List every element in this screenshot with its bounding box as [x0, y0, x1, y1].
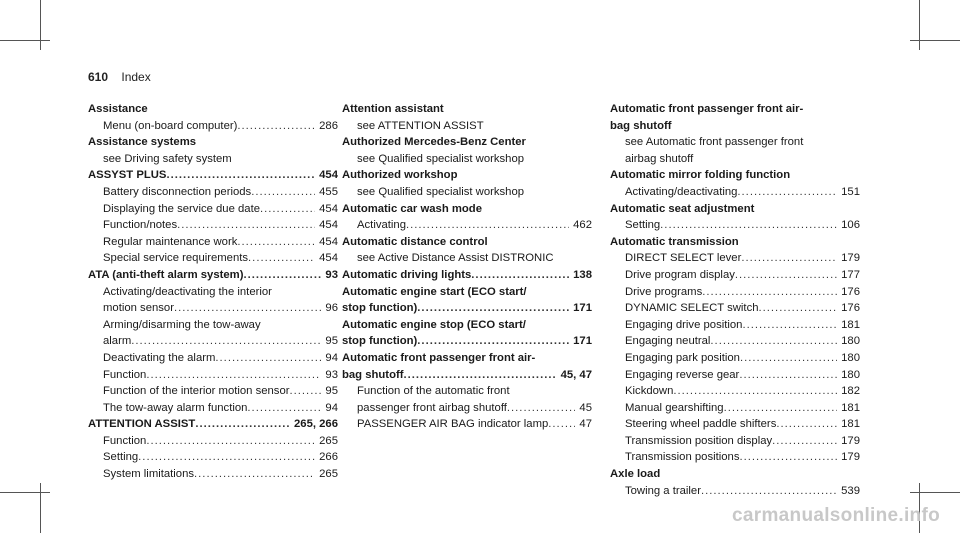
- index-entry-line: [88, 167, 338, 184]
- entry-text: Engaging park position: [625, 351, 740, 364]
- page-reference[interactable]: 265: [319, 434, 338, 447]
- index-subentry: [610, 433, 860, 450]
- page-reference[interactable]: 179: [841, 252, 860, 265]
- index-entry-line: [625, 416, 860, 433]
- entry-text: Function: [103, 368, 147, 381]
- entry-text: Authorized Mercedes-Benz Center: [342, 136, 526, 149]
- index-entry-line: [103, 201, 338, 218]
- index-heading: [88, 416, 338, 433]
- entry-text: Menu (on-board computer): [103, 119, 238, 132]
- dot-leader: [772, 433, 837, 450]
- index-entry-line: [357, 416, 592, 433]
- entry-text: Drive program display: [625, 268, 735, 281]
- index-subentry: [610, 317, 860, 334]
- entry-text: Kickdown: [625, 385, 674, 398]
- index-entry-line: [625, 184, 860, 201]
- index-entry-line: [625, 250, 860, 267]
- entry-text: Attention assistant: [342, 103, 444, 115]
- entry-text: Automatic engine start (ECO start/: [342, 285, 527, 298]
- index-subentry: [610, 333, 860, 350]
- crop-mark: [919, 0, 920, 50]
- page-reference[interactable]: 454: [319, 219, 338, 232]
- index-entry-line: [103, 118, 338, 135]
- index-entry-line: [625, 284, 860, 301]
- dot-leader: [260, 201, 315, 218]
- index-subentry: [342, 118, 592, 135]
- entry-text: Automatic car wash mode: [342, 202, 482, 215]
- entry-text: Automatic front passenger front air-: [610, 103, 804, 115]
- index-heading: [610, 201, 860, 218]
- dot-leader: [404, 367, 557, 384]
- index-heading: [88, 167, 338, 184]
- index-subentry: [88, 217, 338, 234]
- index-subentry: [342, 383, 592, 416]
- index-heading: [342, 101, 592, 118]
- entry-text: Deactivating the alarm: [103, 351, 216, 364]
- page-reference[interactable]: 181: [841, 318, 860, 331]
- index-entry-line: [625, 367, 860, 384]
- entry-text: DYNAMIC SELECT switch: [625, 302, 759, 315]
- dot-leader: [417, 333, 569, 350]
- page-reference[interactable]: 138: [573, 268, 592, 281]
- dot-leader: [138, 449, 315, 466]
- entry-text: alarm: [103, 335, 132, 348]
- index-heading: [342, 167, 592, 184]
- dot-leader: [737, 184, 837, 201]
- index-heading: [610, 234, 860, 251]
- index-entry-line: [103, 433, 338, 450]
- index-entry-line: [625, 433, 860, 450]
- index-subentry: [88, 449, 338, 466]
- page-reference[interactable]: 266: [319, 451, 338, 464]
- page-reference[interactable]: 95: [325, 335, 338, 348]
- index-heading: [610, 167, 860, 184]
- entry-text: Setting: [103, 451, 139, 464]
- index-entry-line: [103, 217, 338, 234]
- entry-text: Arming/disarming the tow-away: [103, 318, 261, 331]
- entry-text: Function: [103, 434, 147, 447]
- index-subentry: [88, 284, 338, 317]
- index-heading: [342, 267, 592, 284]
- index-subentry: [610, 300, 860, 317]
- index-entry-line: [103, 184, 338, 201]
- index-entry-line: [103, 234, 338, 251]
- crop-mark: [910, 40, 960, 41]
- entry-text: Automatic driving lights: [342, 268, 472, 281]
- index-subentry: [610, 184, 860, 201]
- index-subentry: [610, 267, 860, 284]
- page-reference[interactable]: 45: [579, 401, 592, 414]
- page-reference[interactable]: 462: [573, 219, 592, 232]
- dot-leader: [146, 433, 315, 450]
- index-subentry: [610, 250, 860, 267]
- index-heading: [342, 284, 592, 317]
- index-subentry: [88, 201, 338, 218]
- entry-text: Activating/deactivating the interior: [103, 285, 272, 298]
- index-entry-line: [88, 416, 338, 433]
- index-heading: [88, 134, 338, 151]
- crop-mark: [0, 492, 50, 493]
- index-entry-line: [342, 300, 592, 317]
- index-entry-line: [625, 383, 860, 400]
- index-subentry: [88, 317, 338, 350]
- entry-text: Battery disconnection periods: [103, 185, 252, 198]
- page-reference[interactable]: 93: [325, 368, 338, 381]
- entry-text: Special service requirements: [103, 252, 249, 265]
- entry-text: Function of the automatic front: [357, 385, 510, 398]
- entry-text: PASSENGER AIR BAG indicator lamp: [357, 418, 549, 431]
- page-reference[interactable]: 171: [573, 335, 592, 348]
- entry-text: see Active Distance Assist DISTRONIC: [357, 252, 554, 265]
- index-column-3: [610, 101, 860, 499]
- index-subentry: [610, 350, 860, 367]
- page-reference[interactable]: 151: [841, 185, 860, 198]
- entry-text: DIRECT SELECT lever: [625, 252, 742, 265]
- page-reference[interactable]: 455: [319, 185, 338, 198]
- watermark: carmanualsonline.info: [732, 505, 940, 526]
- entry-text: Engaging reverse gear: [625, 368, 740, 381]
- dot-leader: [739, 367, 837, 384]
- dot-leader: [471, 267, 569, 284]
- page-reference[interactable]: 177: [841, 268, 860, 281]
- crop-mark: [40, 483, 41, 533]
- dot-leader: [548, 416, 575, 433]
- dot-leader: [237, 234, 315, 251]
- page-reference[interactable]: 265: [319, 468, 338, 481]
- page-reference[interactable]: 47: [579, 418, 592, 431]
- dot-leader: [215, 350, 321, 367]
- entry-text: Drive programs: [625, 285, 703, 298]
- index-entry-line: [357, 217, 592, 234]
- dot-leader: [248, 250, 315, 267]
- entry-text: passenger front airbag shutoff: [357, 401, 507, 414]
- entry-text: Automatic seat adjustment: [610, 202, 755, 215]
- entry-text: Displaying the service due date: [103, 202, 260, 215]
- entry-text: Activating: [357, 219, 406, 232]
- index-subentry: [610, 383, 860, 400]
- dot-leader: [177, 217, 315, 234]
- dot-leader: [417, 300, 569, 317]
- page-reference[interactable]: 176: [841, 285, 860, 298]
- entry-text: Automatic front passenger front air-: [342, 351, 536, 364]
- page-reference[interactable]: 454: [319, 169, 338, 182]
- entry-text: Automatic distance control: [342, 235, 488, 248]
- index-entry-line: [103, 350, 338, 367]
- page-title: Index: [121, 70, 151, 84]
- index-heading: [342, 201, 592, 218]
- entry-text: Steering wheel paddle shifters: [625, 418, 777, 431]
- entry-text: Engaging neutral: [625, 335, 711, 348]
- index-subentry: [88, 383, 338, 400]
- crop-mark: [910, 492, 960, 493]
- entry-text: Manual gearshifting: [625, 401, 724, 414]
- index-entry-line: [103, 367, 338, 384]
- index-subentry: [342, 250, 592, 267]
- dot-leader: [243, 267, 321, 284]
- dot-leader: [759, 300, 838, 317]
- dot-leader: [131, 333, 321, 350]
- dot-leader: [251, 184, 315, 201]
- index-entry-line: [625, 317, 860, 334]
- index-entry-line: [625, 217, 860, 234]
- entry-text: Towing a trailer: [625, 484, 701, 497]
- page-reference[interactable]: 94: [325, 401, 338, 414]
- index-entry-line: [88, 267, 338, 284]
- index-entry-line: [103, 300, 338, 317]
- dot-leader: [742, 317, 837, 334]
- index-heading: [342, 234, 592, 251]
- index-entry-line: [625, 267, 860, 284]
- index-subentry: [342, 184, 592, 201]
- index-subentry: [342, 217, 592, 234]
- index-subentry: [610, 217, 860, 234]
- index-subentry: [88, 118, 338, 135]
- index-entry-line: [103, 466, 338, 483]
- index-entry-line: [357, 400, 592, 417]
- entry-text: see Automatic front passenger front: [625, 136, 804, 149]
- page-reference[interactable]: 182: [841, 385, 860, 398]
- dot-leader: [174, 300, 321, 317]
- dot-leader: [660, 217, 837, 234]
- index-heading: [342, 317, 592, 350]
- index-entry-line: [625, 400, 860, 417]
- dot-leader: [290, 383, 322, 400]
- page-reference[interactable]: 45, 47: [560, 368, 592, 381]
- index-entry-line: [625, 483, 860, 500]
- index-subentry: [610, 134, 860, 167]
- index-entry-line: [625, 300, 860, 317]
- page-reference[interactable]: 96: [325, 302, 338, 315]
- index-subentry: [88, 433, 338, 450]
- entry-text: see Qualified specialist workshop: [357, 152, 525, 165]
- dot-leader: [710, 333, 837, 350]
- dot-leader: [673, 383, 837, 400]
- index-subentry: [610, 449, 860, 466]
- page-reference[interactable]: 454: [319, 202, 338, 215]
- entry-text: see Driving safety system: [103, 152, 232, 165]
- entry-text: airbag shutoff: [625, 152, 694, 165]
- page-reference[interactable]: 180: [841, 368, 860, 381]
- dot-leader: [701, 483, 837, 500]
- entry-text: Authorized workshop: [342, 169, 458, 182]
- entry-text: Automatic mirror folding function: [610, 169, 791, 182]
- entry-text: Setting: [625, 219, 661, 232]
- index-subentry: [610, 284, 860, 301]
- entry-text: Assistance systems: [88, 136, 197, 149]
- index-entry-line: [625, 350, 860, 367]
- index-heading: [342, 134, 592, 151]
- page-reference[interactable]: 93: [325, 268, 338, 281]
- entry-text: Transmission positions: [625, 451, 740, 464]
- page-reference[interactable]: 180: [841, 335, 860, 348]
- index-subentry: [342, 416, 592, 433]
- index-entry-line: [103, 400, 338, 417]
- index-heading: [88, 101, 338, 118]
- dot-leader: [735, 267, 837, 284]
- entry-text: Automatic engine stop (ECO start/: [342, 318, 526, 331]
- index-entry-line: [342, 333, 592, 350]
- index-subentry: [88, 184, 338, 201]
- entry-text: ASSYST PLUS: [88, 169, 167, 182]
- entry-text: bag shutoff: [342, 368, 404, 381]
- dot-leader: [406, 217, 569, 234]
- dot-leader: [740, 350, 837, 367]
- index-entry-line: [342, 367, 592, 384]
- entry-text: Assistance: [88, 103, 148, 115]
- dot-leader: [237, 118, 315, 135]
- dot-leader: [724, 400, 838, 417]
- dot-leader: [739, 449, 837, 466]
- dot-leader: [166, 167, 315, 184]
- entry-text: stop function): [342, 302, 418, 315]
- index-entry-line: [103, 250, 338, 267]
- index-subentry: [88, 466, 338, 483]
- entry-text: System limitations: [103, 468, 195, 481]
- page-reference[interactable]: 179: [841, 451, 860, 464]
- page-reference[interactable]: 454: [319, 235, 338, 248]
- dot-leader: [507, 400, 576, 417]
- index-subentry: [610, 400, 860, 417]
- page-reference[interactable]: 106: [841, 219, 860, 232]
- entry-text: ATTENTION ASSIST: [88, 418, 196, 431]
- page-number: 610: [88, 70, 109, 84]
- index-subentry: [88, 400, 338, 417]
- page-reference[interactable]: 181: [841, 401, 860, 414]
- crop-mark: [0, 40, 50, 41]
- entry-text: ATA (anti-theft alarm system): [88, 268, 244, 281]
- entry-text: Automatic transmission: [610, 235, 739, 248]
- index-entry-line: [103, 333, 338, 350]
- index-subentry: [610, 416, 860, 433]
- entry-text: stop function): [342, 335, 418, 348]
- entry-text: motion sensor: [103, 302, 174, 315]
- dot-leader: [741, 250, 837, 267]
- page-reference[interactable]: 171: [573, 302, 592, 315]
- index-subentry: [342, 151, 592, 168]
- entry-text: see Qualified specialist workshop: [357, 185, 525, 198]
- index-entry-line: [342, 267, 592, 284]
- index-heading: [342, 350, 592, 383]
- entry-text: The tow-away alarm function: [103, 401, 248, 414]
- dot-leader: [702, 284, 837, 301]
- page-reference[interactable]: 286: [319, 119, 338, 132]
- entry-text: see ATTENTION ASSIST: [357, 119, 484, 132]
- entry-text: Transmission position display: [625, 434, 773, 447]
- entry-text: Function of the interior motion sensor: [103, 385, 290, 398]
- entry-text: Regular maintenance work: [103, 235, 238, 248]
- page-reference[interactable]: 181: [841, 418, 860, 431]
- entry-text: Activating/deactivating: [625, 185, 738, 198]
- page-reference[interactable]: 539: [841, 484, 860, 497]
- page-reference[interactable]: 265, 266: [294, 418, 338, 431]
- entry-text: bag shutoff: [610, 119, 672, 132]
- page-reference[interactable]: 179: [841, 434, 860, 447]
- index-subentry: [88, 367, 338, 384]
- index-column-2: [342, 101, 592, 433]
- index-entry-line: [625, 449, 860, 466]
- dot-leader: [146, 367, 321, 384]
- index-subentry: [610, 367, 860, 384]
- index-subentry: [88, 350, 338, 367]
- page-header: [88, 70, 151, 84]
- index-heading: [610, 101, 860, 134]
- index-heading: [610, 466, 860, 483]
- index-subentry: [88, 234, 338, 251]
- page-reference[interactable]: 94: [325, 351, 338, 364]
- dot-leader: [195, 416, 290, 433]
- index-subentry: [610, 483, 860, 500]
- entry-text: Axle load: [610, 468, 661, 481]
- dot-leader: [247, 400, 321, 417]
- index-entry-line: [103, 383, 338, 400]
- index-subentry: [88, 250, 338, 267]
- page-reference[interactable]: 176: [841, 302, 860, 315]
- index-entry-line: [625, 333, 860, 350]
- dot-leader: [194, 466, 315, 483]
- page-reference[interactable]: 180: [841, 351, 860, 364]
- dot-leader: [776, 416, 837, 433]
- page-reference[interactable]: 454: [319, 252, 338, 265]
- index-heading: [88, 267, 338, 284]
- entry-text: Function/notes: [103, 219, 178, 232]
- index-entry-line: [103, 449, 338, 466]
- crop-mark: [40, 0, 41, 50]
- index-subentry: [88, 151, 338, 168]
- page-reference[interactable]: 95: [325, 385, 338, 398]
- index-column-1: [88, 101, 338, 483]
- entry-text: Engaging drive position: [625, 318, 743, 331]
